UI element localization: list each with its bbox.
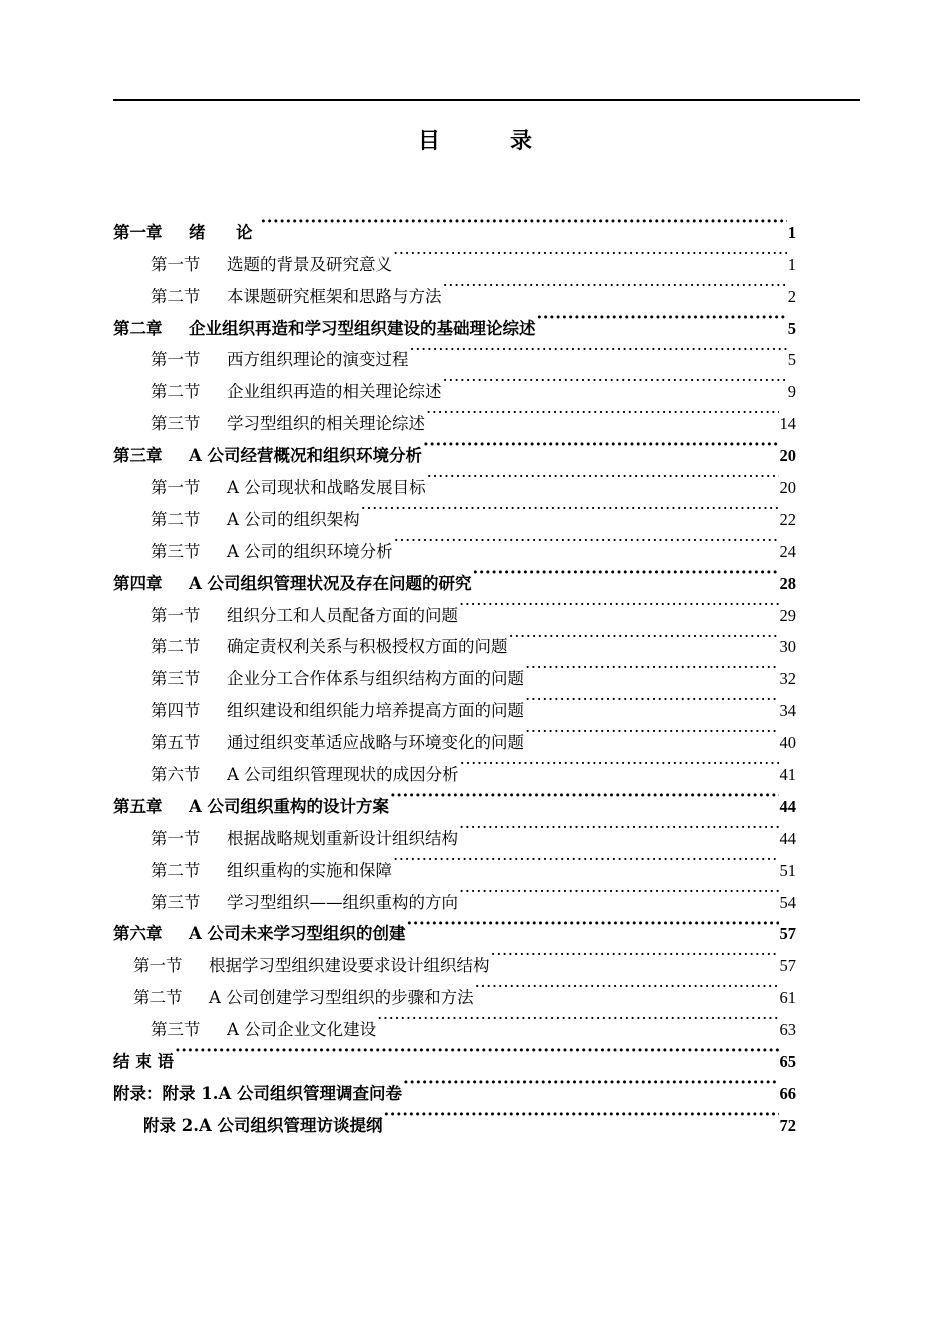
toc-page-number: 2: [787, 286, 796, 306]
toc-title: 西方组织理论的演变过程: [227, 350, 409, 370]
toc-page-number: 63: [779, 1020, 796, 1040]
toc-page-number: 66: [779, 1083, 796, 1103]
toc-page-number: 44: [779, 828, 796, 848]
toc-entry-conclusion[interactable]: [113, 1035, 796, 1072]
toc-number: 第一节: [151, 605, 201, 625]
toc-page-number: 9: [787, 382, 796, 402]
leader-dots: [460, 748, 779, 780]
toc-number: 第二节: [151, 286, 201, 306]
toc-page-number: 1: [787, 254, 796, 274]
leader-dots: [459, 876, 779, 908]
toc-page-number: 57: [779, 924, 796, 944]
toc-page-number: 34: [779, 701, 796, 721]
toc-number: 第三节: [151, 892, 201, 912]
toc-page-number: 65: [779, 1052, 796, 1072]
toc-title: A 公司的组织架构: [227, 509, 360, 529]
toc-title: 企业分工合作体系与组织结构方面的问题: [227, 669, 524, 689]
toc-number: 第三节: [151, 669, 201, 689]
toc-title: 组织分工和人员配备方面的问题: [227, 605, 458, 625]
toc-number: 第二章: [113, 318, 163, 338]
toc-title: 企业组织再造和学习型组织建设的基础理论综述: [189, 318, 536, 338]
toc-title: A 公司现状和战略发展目标: [227, 478, 426, 498]
toc-title: 学习型组织的相关理论综述: [227, 414, 425, 434]
toc-title: 附录：附录 1.A 公司组织管理调查问卷: [113, 1083, 403, 1103]
toc-number: 第六节: [151, 765, 201, 785]
toc-page-number: 28: [779, 573, 796, 593]
toc-number: 第二节: [151, 509, 201, 529]
toc-page-number: 22: [779, 509, 796, 529]
toc-title: A 公司组织管理现状的成因分析: [227, 765, 459, 785]
toc-page-number: 51: [779, 860, 796, 880]
header-rule: [113, 99, 860, 101]
toc-entry-chapter-1[interactable]: [113, 206, 796, 242]
toc-number: 第四章: [113, 573, 163, 593]
toc-page-number: 5: [787, 318, 796, 338]
leader-dots: [175, 1035, 779, 1067]
toc-title: 组织建设和组织能力培养提高方面的问题: [227, 701, 524, 721]
page-title: 目 录: [417, 128, 556, 154]
toc-title: A 公司组织管理状况及存在问题的研究: [189, 573, 472, 593]
toc-number: 第一节: [151, 254, 201, 274]
toc-title: 附录 2.A 公司组织管理访谈提纲: [143, 1115, 383, 1135]
toc-title: 结 束 语: [113, 1052, 174, 1072]
leader-dots: [443, 365, 787, 397]
toc-page-number: 14: [779, 414, 796, 434]
toc-number: 第一章: [113, 222, 163, 242]
toc-number: 第五章: [113, 796, 163, 816]
leader-dots: [427, 461, 779, 493]
toc-page-number: 20: [779, 478, 796, 498]
toc-title: A 公司创建学习型组织的步骤和方法: [209, 988, 474, 1008]
toc-page-number: 29: [779, 605, 796, 625]
toc-title: 确定责权利关系与积极授权方面的问题: [227, 637, 508, 657]
toc-page-number: 5: [787, 350, 796, 370]
table-of-contents: [113, 206, 796, 1135]
toc-page-number: 54: [779, 892, 796, 912]
toc-title: A 公司企业文化建设: [227, 1020, 377, 1040]
toc-number: 第六章: [113, 924, 163, 944]
toc-title: 选题的背景及研究意义: [227, 254, 392, 274]
toc-number: 第三章: [113, 446, 163, 466]
leader-dots: [423, 429, 778, 461]
toc-title: 根据战略规划重新设计组织结构: [227, 828, 458, 848]
toc-title: 学习型组织——组织重构的方向: [227, 892, 458, 912]
leader-dots: [525, 652, 779, 684]
toc-page-number: 24: [779, 541, 796, 561]
toc-page-number: 57: [779, 956, 796, 976]
toc-title: A 公司未来学习型组织的创建: [189, 924, 406, 944]
toc-number: 第二节: [151, 382, 201, 402]
toc-page-number: 40: [779, 733, 796, 753]
toc-page-number: 32: [779, 669, 796, 689]
leader-dots: [443, 270, 787, 302]
toc-page-number: 30: [779, 637, 796, 657]
leader-dots: [407, 908, 779, 940]
toc-number: 第二节: [151, 860, 201, 880]
toc-number: 第一节: [151, 350, 201, 370]
leader-dots: [509, 621, 779, 653]
toc-entry-appendix-1[interactable]: [113, 1067, 796, 1103]
toc-number: 第一节: [151, 828, 201, 848]
leader-dots: [459, 812, 779, 844]
toc-number: 第一节: [133, 956, 183, 976]
toc-number: 第二节: [151, 637, 201, 657]
leader-dots: [525, 716, 779, 748]
toc-page-number: 1: [787, 222, 796, 242]
toc-title: 通过组织变革适应战略与环境变化的问题: [227, 733, 524, 753]
leader-dots: [491, 939, 779, 971]
leader-dots: [261, 206, 787, 238]
toc-title: 企业组织再造的相关理论综述: [227, 382, 442, 402]
toc-page-number: 41: [779, 765, 796, 785]
leader-dots: [475, 971, 779, 1003]
leader-dots: [390, 780, 778, 812]
leader-dots: [393, 238, 787, 270]
leader-dots: [410, 334, 787, 366]
toc-title: 组织重构的实施和保障: [227, 860, 392, 880]
toc-number: 第五节: [151, 733, 201, 753]
toc-number: 第一节: [151, 478, 201, 498]
toc-page-number: 20: [779, 446, 796, 466]
toc-number: 第四节: [151, 701, 201, 721]
leader-dots: [403, 1067, 778, 1099]
toc-title: A 公司组织重构的设计方案: [189, 796, 390, 816]
leader-dots: [384, 1099, 779, 1131]
leader-dots: [377, 1003, 778, 1035]
toc-title: A 公司的组织环境分析: [227, 541, 393, 561]
toc-number: 第三节: [151, 414, 201, 434]
toc-page-number: 61: [779, 988, 796, 1008]
toc-title: A 公司经营概况和组织环境分析: [189, 446, 423, 466]
toc-number: 第二节: [133, 988, 183, 1008]
toc-title: 本课题研究框架和思路与方法: [227, 286, 442, 306]
toc-page-number: 72: [779, 1115, 796, 1135]
leader-dots: [459, 589, 779, 621]
leader-dots: [393, 844, 779, 876]
leader-dots: [426, 397, 779, 429]
leader-dots: [525, 684, 779, 716]
toc-title: 绪 论: [189, 222, 260, 242]
toc-number: 第三节: [151, 541, 201, 561]
toc-number: 第三节: [151, 1020, 201, 1040]
leader-dots: [394, 525, 779, 557]
leader-dots: [537, 302, 787, 334]
toc-page-number: 44: [779, 796, 796, 816]
leader-dots: [473, 557, 779, 589]
toc-title: 根据学习型组织建设要求设计组织结构: [209, 956, 490, 976]
leader-dots: [361, 493, 779, 525]
